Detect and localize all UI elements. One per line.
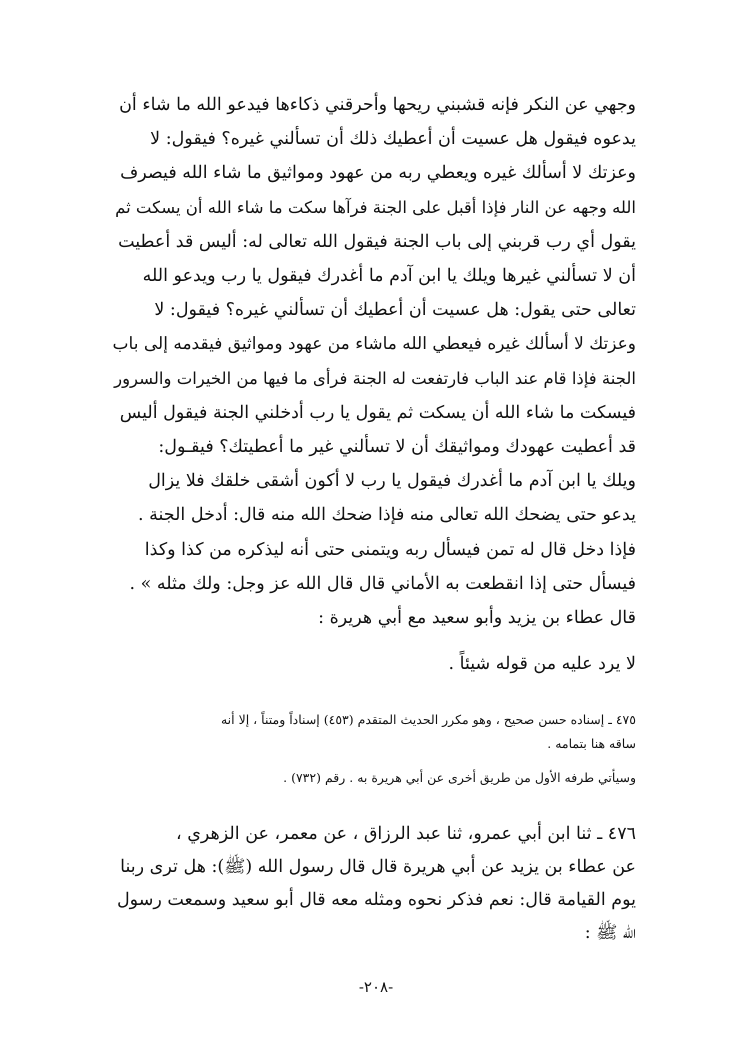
- footnote: [112, 708, 636, 790]
- text-line: فيسكت ما شاء الله أن يسكت ثم يقول يا رب أدخلني الجنة فيقول أليس: [119, 402, 636, 423]
- text-line: الله وجهه عن النار فإذا أقبل على الجنة فرآها سكت ما شاء الله أن يسكت ثم: [115, 197, 636, 217]
- text-line: فيسأل حتى إذا انقطعت به الأماني قال قال الله عز وجل: ولك مثله » .: [129, 573, 636, 594]
- text-line: تعالى حتى يقول: هل عسيت أن أعطيك أن تسألني غيره؟ فيقول: لا: [154, 300, 636, 321]
- text-line: ويلك يا ابن آدم ما أغدرك فيقول يا رب لا أكون أشقى خلقك فلا يزال: [148, 471, 636, 492]
- hadith-line: الله ﷺ :: [584, 923, 636, 943]
- text-line: وعزتك لا أسألك غيره ويعطي ربه من عهود ومواثيق ما شاء الله فيصرف: [120, 163, 636, 184]
- hadith-text: [112, 818, 636, 950]
- text-line: قد أعطيت عهودك ومواثيقك أن لا تسألني غير ما أعطيتك؟ فيقـول:: [158, 437, 636, 458]
- text-line: قال عطاء بن يزيد وأبو سعيد مع أبي هريرة :: [318, 608, 636, 629]
- main-text: [112, 88, 636, 681]
- text-line: وعزتك لا أسألك غيره فيعطي الله ماشاء من عهود ومواثيق فيقدمه إلى باب: [112, 334, 636, 355]
- hadith-line: ٤٧٦ ـ ثنا ابن أبي عمرو، ثنا عبد الرزاق ، عن معمر، عن الزهري ،: [175, 824, 636, 844]
- text-line: يقول أي رب قربني إلى باب الجنة فيقول الله تعالى له: أليس قد أعطيت: [118, 231, 636, 252]
- text-line: فإذا دخل قال له تمن فيسأل ربه ويتمنى حتى أنه ليذكره من كذا وكذا: [144, 539, 636, 560]
- text-line: وجهي عن النكر فإنه قشبني ريحها وأحرقني ذكاءها فيدعو الله ما شاء أن: [119, 95, 636, 115]
- text-line: أن لا تسألني غيرها ويلك يا ابن آدم ما أغدرك فيقول يا رب ويدعو الله: [142, 266, 636, 287]
- text-line: يدعو حتى يضحك الله تعالى منه فإذا ضحك الله منه قال: أدخل الجنة .: [137, 505, 636, 526]
- page-number: -٢٠٨-: [358, 978, 394, 996]
- footnote-line: ٤٧٥ ـ إسناده حسن صحيح ، وهو مكرر الحديث المتقدم (٤٥٣) إسناداً ومتناً ، إلا أنه: [220, 712, 636, 727]
- footnote-line: ساقه هنا بتمامه .: [547, 736, 636, 751]
- text-line: يدعوه فيقول هل عسيت أن أعطيك ذلك أن تسألني غيره؟ فيقول: لا: [150, 129, 636, 150]
- closing-line: لا يرد عليه من قوله شيئاً .: [448, 654, 636, 675]
- footnote-line: وسيأتي طرفه الأول من طريق أخرى عن أبي هريرة به . رقم (٧٣٢) .: [283, 770, 636, 785]
- hadith-line: يوم القيامة قال: نعم فذكر نحوه ومثله معه قال أبو سعيد وسمعت رسول: [116, 890, 636, 910]
- text-line: الجنة فإذا قام عند الباب فارتفعت له الجنة فرأى ما فيها من الخيرات والسرور: [114, 368, 636, 388]
- hadith-line: عن عطاء بن يزيد عن أبي هريرة قال قال رسول الله (ﷺ): هل ترى ربنا: [120, 857, 636, 877]
